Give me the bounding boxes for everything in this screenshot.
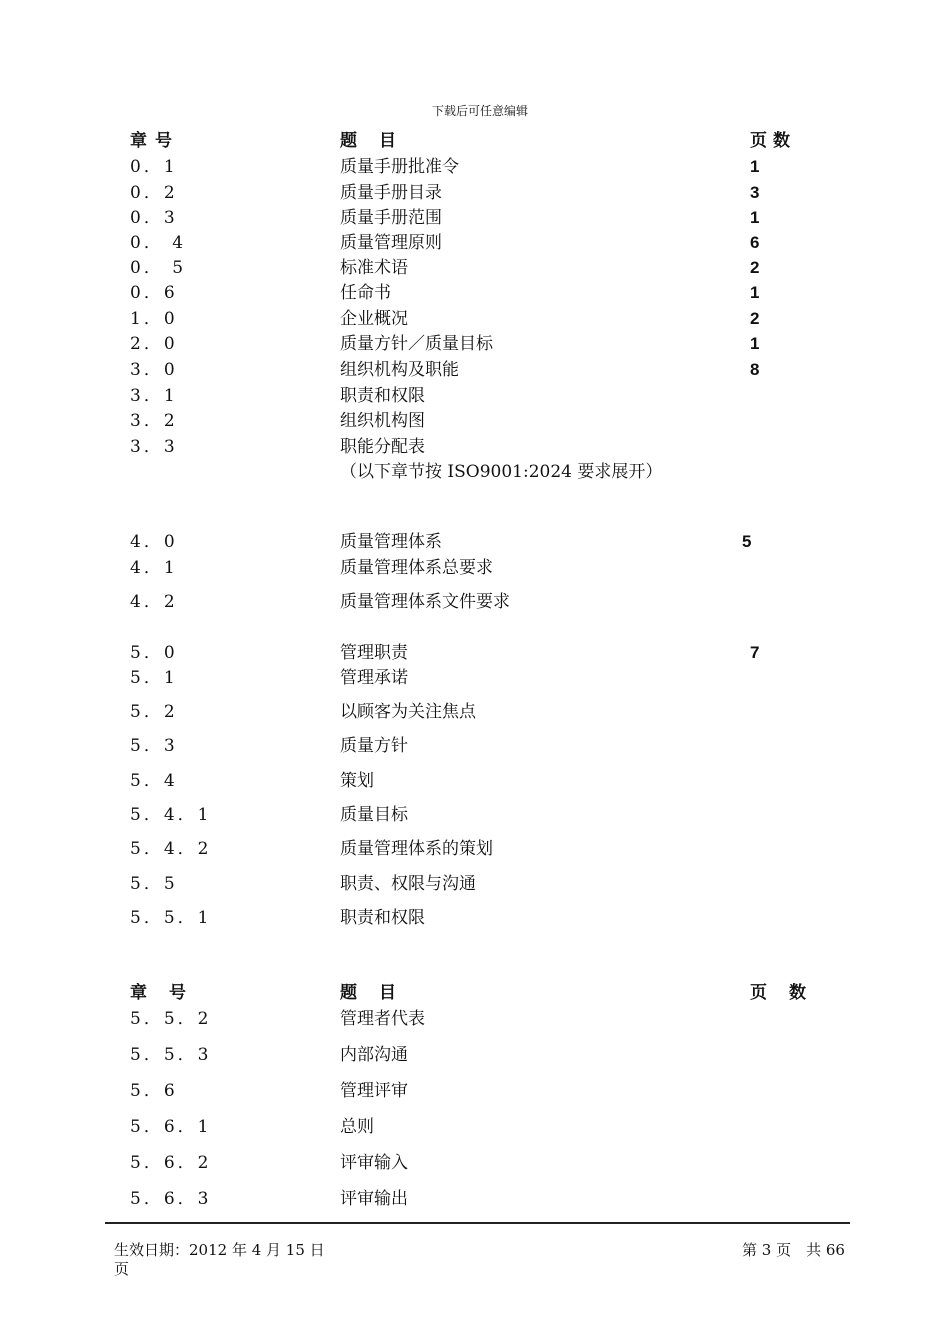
toc-row <box>0 306 950 332</box>
toc-page-count: 6 <box>750 233 760 252</box>
toc-chapter-number: 2．0 <box>130 334 178 354</box>
toc-entry-title: 管理职责 <box>340 643 408 663</box>
toc-page-count: 8 <box>750 360 760 379</box>
toc-row <box>0 836 950 862</box>
toc-chapter-number: 5．0 <box>130 643 178 663</box>
toc-entry-title: 质量管理原则 <box>340 233 442 253</box>
toc-entry-title: 职责和权限 <box>340 908 425 928</box>
toc-entry-title: 质量方针／质量目标 <box>340 334 493 354</box>
toc-entry-title: 以顾客为关注焦点 <box>340 702 476 722</box>
toc-chapter-number: 5．5．2 <box>130 1009 212 1029</box>
toc-row <box>0 1042 950 1068</box>
footer-divider <box>105 1222 850 1224</box>
toc-page-count: 7 <box>750 643 760 662</box>
toc-chapter-number: 0．2 <box>130 183 178 203</box>
toc-entry-title: 标准术语 <box>340 258 408 278</box>
header-page-label: 页数 <box>750 983 828 1003</box>
toc-entry-title: 质量方针 <box>340 736 408 756</box>
toc-chapter-number: 5．5 <box>130 874 178 894</box>
toc-entry-title: 职责、权限与沟通 <box>340 874 476 894</box>
toc-chapter-number: 5．6．3 <box>130 1189 212 1209</box>
toc-chapter-number: 4．2 <box>130 592 178 612</box>
top-note: 下载后可任意编辑 <box>431 104 528 118</box>
toc-entry-title: 质量管理体系文件要求 <box>340 592 510 612</box>
toc-entry-title: 任命书 <box>340 283 391 303</box>
toc-row <box>0 434 950 460</box>
toc-entry-title: 评审输出 <box>340 1189 408 1209</box>
toc-row <box>0 280 950 306</box>
toc-entry-title: 评审输入 <box>340 1153 408 1173</box>
toc-entry-title: 内部沟通 <box>340 1045 408 1065</box>
footer-effective-date: 生效日期：2012 年 4 月 15 日页 <box>114 1241 325 1278</box>
toc-row <box>0 1006 950 1032</box>
toc-page-count: 1 <box>750 157 760 176</box>
toc-row <box>0 180 950 206</box>
toc-row <box>0 640 950 666</box>
toc-row <box>0 699 950 725</box>
toc-chapter-number: 5．3 <box>130 736 178 756</box>
header-title-label: 题目 <box>340 983 418 1003</box>
toc-entry-title: 管理承诺 <box>340 668 408 688</box>
toc-entry-title: 组织机构及职能 <box>340 360 459 380</box>
toc-row <box>0 802 950 828</box>
footer-page-info: 第 3 页 共 66 <box>742 1241 845 1259</box>
toc-row <box>0 357 950 383</box>
toc-page-count: 5 <box>742 532 752 551</box>
toc-chapter-number: 3．2 <box>130 411 178 431</box>
toc-row <box>0 383 950 409</box>
toc-chapter-number: 5．1 <box>130 668 178 688</box>
toc-chapter-number: 4．1 <box>130 558 178 578</box>
toc-row <box>0 589 950 615</box>
toc-chapter-number: 1．0 <box>130 309 178 329</box>
toc-row <box>0 1186 950 1212</box>
toc-chapter-number: 0．1 <box>130 157 178 177</box>
toc-chapter-number: 5．5．3 <box>130 1045 212 1065</box>
toc-entry-title: 策划 <box>340 771 374 791</box>
toc-page-count: 1 <box>750 208 760 227</box>
toc-row <box>0 255 950 281</box>
toc-entry-title: 质量管理体系 <box>340 532 442 552</box>
toc-entry-title: 质量管理体系的策划 <box>340 839 493 859</box>
toc-header <box>0 128 950 154</box>
section-note: （以下章节按 ISO9001:2024 要求展开） <box>340 462 663 482</box>
toc-chapter-number: 3．3 <box>130 437 178 457</box>
toc-entry-title: 职能分配表 <box>340 437 425 457</box>
toc-row <box>0 408 950 434</box>
header-chapter-label: 章号 <box>130 983 208 1003</box>
toc-chapter-number: 5．4．2 <box>130 839 212 859</box>
toc-chapter-number: 5．5．1 <box>130 908 212 928</box>
toc-chapter-number: 0． 5 <box>130 258 187 278</box>
toc-page-count: 1 <box>750 283 760 302</box>
toc-page-count: 2 <box>750 258 760 277</box>
toc-chapter-number: 0．6 <box>130 283 178 303</box>
toc-row <box>0 230 950 256</box>
toc-entry-title: 管理者代表 <box>340 1009 425 1029</box>
toc-entry-title: 质量手册范围 <box>340 208 442 228</box>
toc-chapter-number: 5．6．1 <box>130 1117 212 1137</box>
toc-chapter-number: 5．6 <box>130 1081 178 1101</box>
toc-chapter-number: 5．6．2 <box>130 1153 212 1173</box>
toc-header-repeat <box>0 980 950 1006</box>
toc-row <box>0 871 950 897</box>
toc-row <box>0 529 950 555</box>
toc-chapter-number: 4．0 <box>130 532 178 552</box>
toc-row <box>0 905 950 931</box>
toc-page-count: 3 <box>750 183 760 202</box>
toc-chapter-number: 3．0 <box>130 360 178 380</box>
toc-row <box>0 768 950 794</box>
header-chapter-label: 章号 <box>130 131 180 151</box>
toc-row <box>0 1078 950 1104</box>
toc-row <box>0 1114 950 1140</box>
header-page-label: 页数 <box>750 131 796 151</box>
toc-entry-title: 总则 <box>340 1117 374 1137</box>
toc-row <box>0 1150 950 1176</box>
toc-page-count: 2 <box>750 309 760 328</box>
toc-entry-title: 质量手册批准令 <box>340 157 459 177</box>
toc-entry-title: 组织机构图 <box>340 411 425 431</box>
toc-entry-title: 质量手册目录 <box>340 183 442 203</box>
toc-page-count: 1 <box>750 334 760 353</box>
toc-row <box>0 733 950 759</box>
toc-chapter-number: 0． 4 <box>130 233 187 253</box>
header-title-label: 题目 <box>340 131 418 151</box>
toc-entry-title: 管理评审 <box>340 1081 408 1101</box>
toc-chapter-number: 5．4 <box>130 771 178 791</box>
toc-chapter-number: 3．1 <box>130 386 178 406</box>
toc-row <box>0 154 950 180</box>
toc-entry-title: 质量目标 <box>340 805 408 825</box>
toc-row <box>0 665 950 691</box>
toc-chapter-number: 5．4．1 <box>130 805 212 825</box>
toc-entry-title: 质量管理体系总要求 <box>340 558 493 578</box>
toc-row <box>0 555 950 581</box>
toc-chapter-number: 0．3 <box>130 208 178 228</box>
toc-entry-title: 企业概况 <box>340 309 408 329</box>
toc-row <box>0 205 950 231</box>
toc-chapter-number: 5．2 <box>130 702 178 722</box>
toc-row <box>0 331 950 357</box>
toc-entry-title: 职责和权限 <box>340 386 425 406</box>
